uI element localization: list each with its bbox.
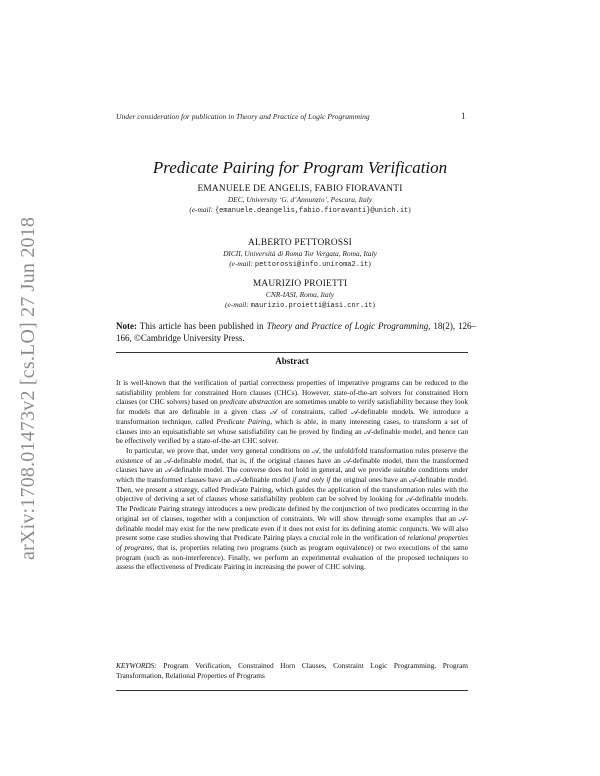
running-head: Under consideration for publication in Theory and Practice of Logic Programming — [116, 112, 370, 121]
abstract-bottom-rule — [116, 690, 468, 691]
author-email — [120, 300, 480, 312]
note-text-before: This article has been published in — [137, 321, 267, 331]
email-address: {emanuele.deangelis,fabio.fioravanti}@unich.it — [214, 207, 409, 215]
abstract-heading: Abstract — [275, 356, 309, 366]
note-journal: Theory and Practice of Logic Programming — [266, 321, 429, 331]
author-affiliation: DICII, Università di Roma Tor Vergata, Roma, Italy — [223, 248, 377, 258]
keywords-label: KEYWORDS: — [116, 661, 157, 670]
author-affiliation: DEC, University ‘G. d’Annunzio’, Pescara, Italy — [227, 194, 373, 204]
email-label: (e-mail: — [229, 259, 254, 268]
email-close: ) — [372, 300, 375, 309]
keywords-text: Program Verification, Constrained Horn Clauses, Constraint Logic Programming, Program Transformation, Relational Properties of Programs — [116, 661, 468, 680]
abstract-text: , that is, properties relating two programs (such as program equivalence) or two executions of the same program (such as non-interference). Finally, we perform an experimental evaluation of the proposed techniques to assess the effectiveness of Predicate Pairing in increasing the power of CHC solving. — [116, 542, 468, 572]
page-number: 1 — [461, 111, 466, 121]
abstract-emphasis: relational properties of programs — [116, 533, 468, 552]
author-name: EMANUELE DE ANGELIS, FABIO FIORAVANTI — [197, 184, 403, 194]
author-block-1 — [120, 184, 480, 217]
author-block-3 — [120, 279, 480, 312]
abstract-text: In particular, we prove that, under very general conditions on 𝒜, the unfold/fold transformation rules preserve the existence of an 𝒜-definable model, that is, if the original clauses have an 𝒜-definable model, then the transformed clauses have an 𝒜-definable model. The converse does not hold in general, and we provide suitable conditions under which the transformed clauses have an 𝒜-definable model — [116, 445, 468, 485]
abstract-text: the original ones have an 𝒜-definable model. Then, we present a strategy, called Predicate Pairing, which guides the application of the transformation rules with the objective of deriving a set of clauses whose satisfiability problem can be solved by looking for 𝒜-definable models. The Predicate Pairing strategy introduces a new predicate defined by the conjunction of two predicates occurring in the original set of clauses, together with a conjunction of constraints. We will show through some examples that an 𝒜-definable model may exist for the new predicate even if it does not exist for its defining atomic conjuncts. We will also present some case studies showing that Predicate Pairing plays a crucial role in the verification of — [116, 475, 468, 543]
keywords — [116, 661, 468, 680]
abstract-top-rule — [116, 352, 468, 353]
email-close: ) — [408, 205, 411, 214]
abstract-emphasis: predicate abstraction — [219, 397, 283, 407]
author-name: ALBERTO PETTOROSSI — [247, 238, 352, 248]
author-block-2 — [120, 238, 480, 271]
author-name: MAURIZIO PROIETTI — [252, 279, 348, 289]
paper-title: Predicate Pairing for Program Verification — [152, 158, 448, 177]
abstract-emphasis: Predicate Pairing — [216, 416, 271, 426]
note-label: Note: — [116, 321, 137, 331]
abstract-text: , which is able, in many interesting cases, to transform a set of clauses into an equisatisfiable set whose satisfiability can be proved by finding an 𝒜-definable model, and hence can be effectively verified by a state-of-the-art CHC solver. — [116, 416, 469, 446]
email-address: pettorossi@info.uniroma2.it — [254, 261, 369, 269]
abstract-emphasis: if and only if — [292, 475, 331, 485]
author-email — [120, 205, 480, 217]
email-label: (e-mail: — [225, 300, 249, 309]
email-close: ) — [368, 259, 371, 268]
author-affiliation: CNR-IASI, Roma, Italy — [265, 289, 335, 299]
abstract-paragraph-1 — [116, 378, 468, 446]
abstract-text: are sometimes unable to verify satisfiability because they look for models that are definable in a given class 𝒜 of constraints, called 𝒜-definable models. We introduce a transformation technique, called — [116, 397, 469, 426]
publication-note — [116, 320, 476, 344]
note-text-after: , 18(2), 126–166, ©Cambridge University Press. — [116, 321, 477, 343]
email-address: maurizio.proietti@iasi.cnr.it — [250, 302, 373, 310]
arxiv-stamp: arXiv:1708.01473v2 [cs.LO] 27 Jun 2018 — [17, 216, 39, 560]
abstract-body — [116, 378, 468, 572]
abstract-text: It is well-known that the verification of partial correctness properties of imperative programs can be reduced to the satisfiability problem for constrained Horn clauses (CHCs). However, state-of-the-art solvers for constrained Horn clauses (or CHC solvers) based on — [116, 378, 468, 407]
abstract-paragraph-2 — [116, 446, 468, 572]
author-email — [120, 259, 480, 271]
email-label: (e-mail: — [189, 205, 214, 214]
